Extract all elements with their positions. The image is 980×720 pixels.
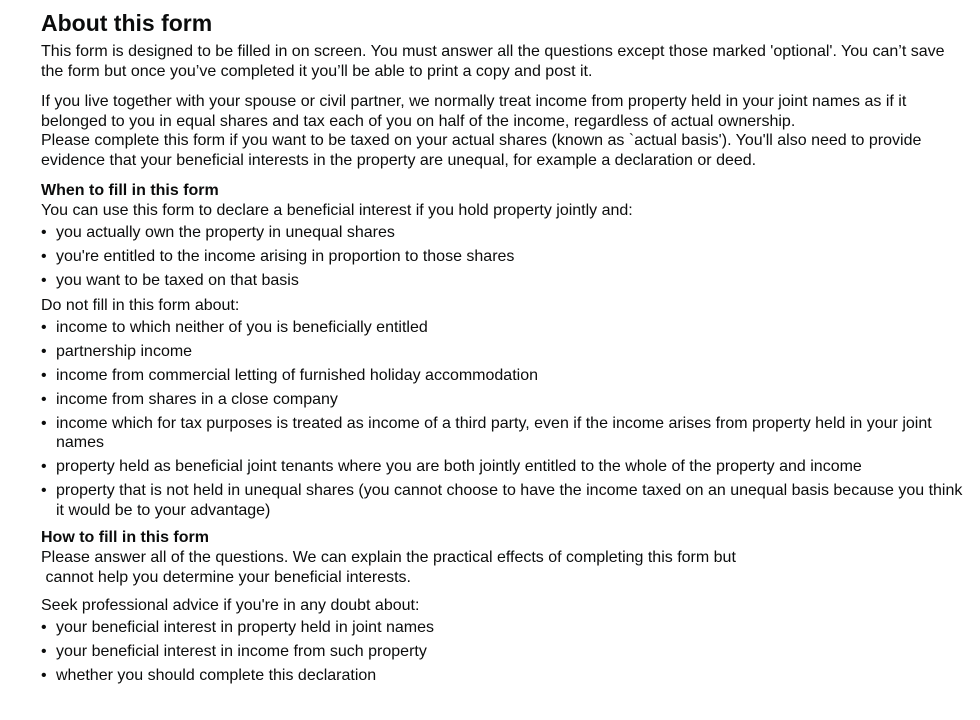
joint-income-paragraph: If you live together with your spouse or civil partner, we normally treat income from property held in your joint names as if it belonged to you in equal shares and tax each of you on half of the income, regardless of actual ownership.: [41, 93, 907, 130]
seek-list: [41, 618, 966, 686]
when-list: [41, 223, 966, 291]
list-item: • property that is not held in unequal shares (you cannot choose to have the income taxed on an unequal basis because you think it would be to your advantage): [41, 481, 966, 520]
list-item: • you're entitled to the income arising in proportion to those shares: [41, 247, 966, 267]
list-item: • income from shares in a close company: [41, 390, 966, 410]
list-item: • property held as beneficial joint tenants where you are both jointly entitled to the whole of the property and income: [41, 457, 966, 477]
about-form-section: [41, 10, 966, 690]
page-title: About this form: [41, 10, 213, 36]
when-heading: When to fill in this form: [41, 182, 219, 199]
list-item: • your beneficial interest in property held in joint names: [41, 618, 966, 638]
when-lead: You can use this form to declare a beneficial interest if you hold property jointly and:: [41, 202, 633, 219]
list-item: • you actually own the property in unequal shares: [41, 223, 966, 243]
list-item: • partnership income: [41, 342, 966, 362]
actual-basis-paragraph: Please complete this form if you want to be taxed on your actual shares (known as `actual basis'). You'll also need to provide evidence that your beneficial interests in the property are unequal, for example a declaration or deed.: [41, 132, 922, 169]
list-item: • your beneficial interest in income from such property: [41, 642, 966, 662]
list-item: • income to which neither of you is beneficially entitled: [41, 318, 966, 338]
list-item: • income from commercial letting of furnished holiday accommodation: [41, 366, 966, 386]
how-line-2: cannot help you determine your beneficial interests.: [41, 568, 411, 586]
intro-paragraph: This form is designed to be filled in on screen. You must answer all the questions except those marked 'optional'. You can’t save the form but once you’ve completed it you’ll be able to print a copy and post it.: [41, 43, 945, 80]
not-lead: Do not fill in this form about:: [41, 297, 240, 314]
how-heading: How to fill in this form: [41, 529, 209, 546]
list-item: • you want to be taxed on that basis: [41, 271, 966, 291]
list-item: • income which for tax purposes is treated as income of a third party, even if the income arises from property held in your joint names: [41, 414, 966, 453]
seek-lead: Seek professional advice if you're in any doubt about:: [41, 597, 420, 614]
not-list: [41, 318, 966, 521]
list-item: • whether you should complete this declaration: [41, 666, 966, 686]
how-line-1: Please answer all of the questions. We can explain the practical effects of completing this form but: [41, 549, 736, 566]
